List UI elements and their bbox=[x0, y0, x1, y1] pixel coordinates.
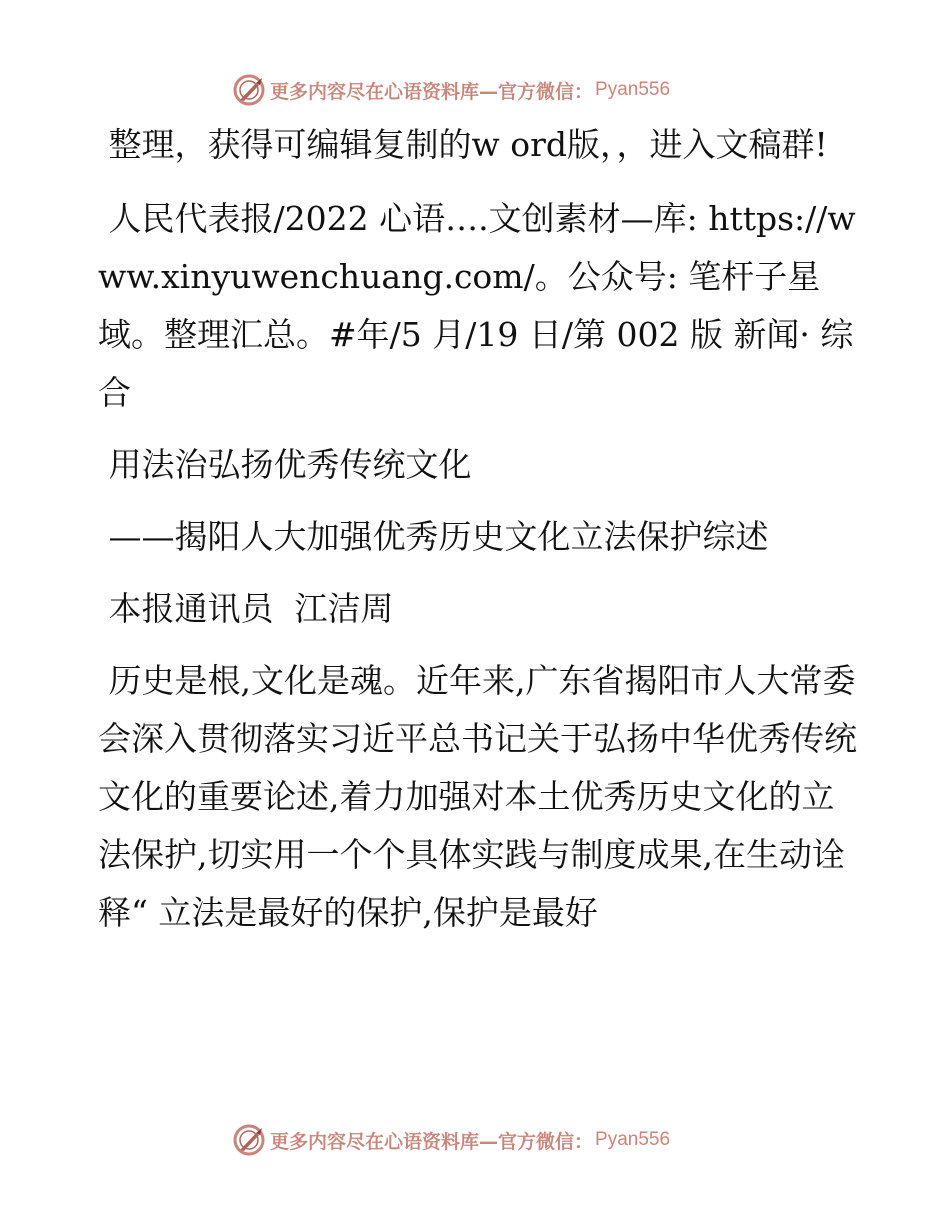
document-body bbox=[98, 116, 858, 942]
article-byline: 本报通讯员 江洁周 bbox=[98, 589, 394, 628]
article-subtitle: ——揭阳人大加强优秀历史文化立法保护综述 bbox=[98, 517, 769, 556]
source-paragraph: 人民代表报/2022 心语….文创素材—库: https://www.xinyuwenchuang.com/。公众号: 笔杆子星域。整理汇总。#年/5 月/19 日/第 002 版 新闻· 综合 bbox=[98, 199, 856, 412]
quill-logo-icon bbox=[232, 1123, 266, 1157]
intro-paragraph: 整理，获得可编辑复制的w ord版，，进入文稿群! bbox=[98, 125, 828, 164]
banner-text: 更多内容尽在心语资料库—官方微信： bbox=[270, 1130, 594, 1153]
banner-account: Pyan556 bbox=[595, 79, 671, 100]
quill-logo-icon bbox=[232, 73, 266, 107]
header-watermark-banner bbox=[232, 72, 732, 108]
banner-account: Pyan556 bbox=[595, 1129, 671, 1150]
banner-text: 更多内容尽在心语资料库—官方微信： bbox=[270, 80, 594, 103]
article-title: 用法治弘扬优秀传统文化 bbox=[98, 445, 472, 484]
article-body: 历史是根,文化是魂。近年来,广东省揭阳市人大常委会深入贯彻落实习近平总书记关于弘扬中华优秀传统文化的重要论述,着力加强对本土优秀历史文化的立法保护,切实用一个个具体实践与制度成果,在生动诠释“ 立法是最好的保护,保护是最好 bbox=[98, 661, 857, 932]
footer-watermark-banner bbox=[232, 1122, 732, 1158]
